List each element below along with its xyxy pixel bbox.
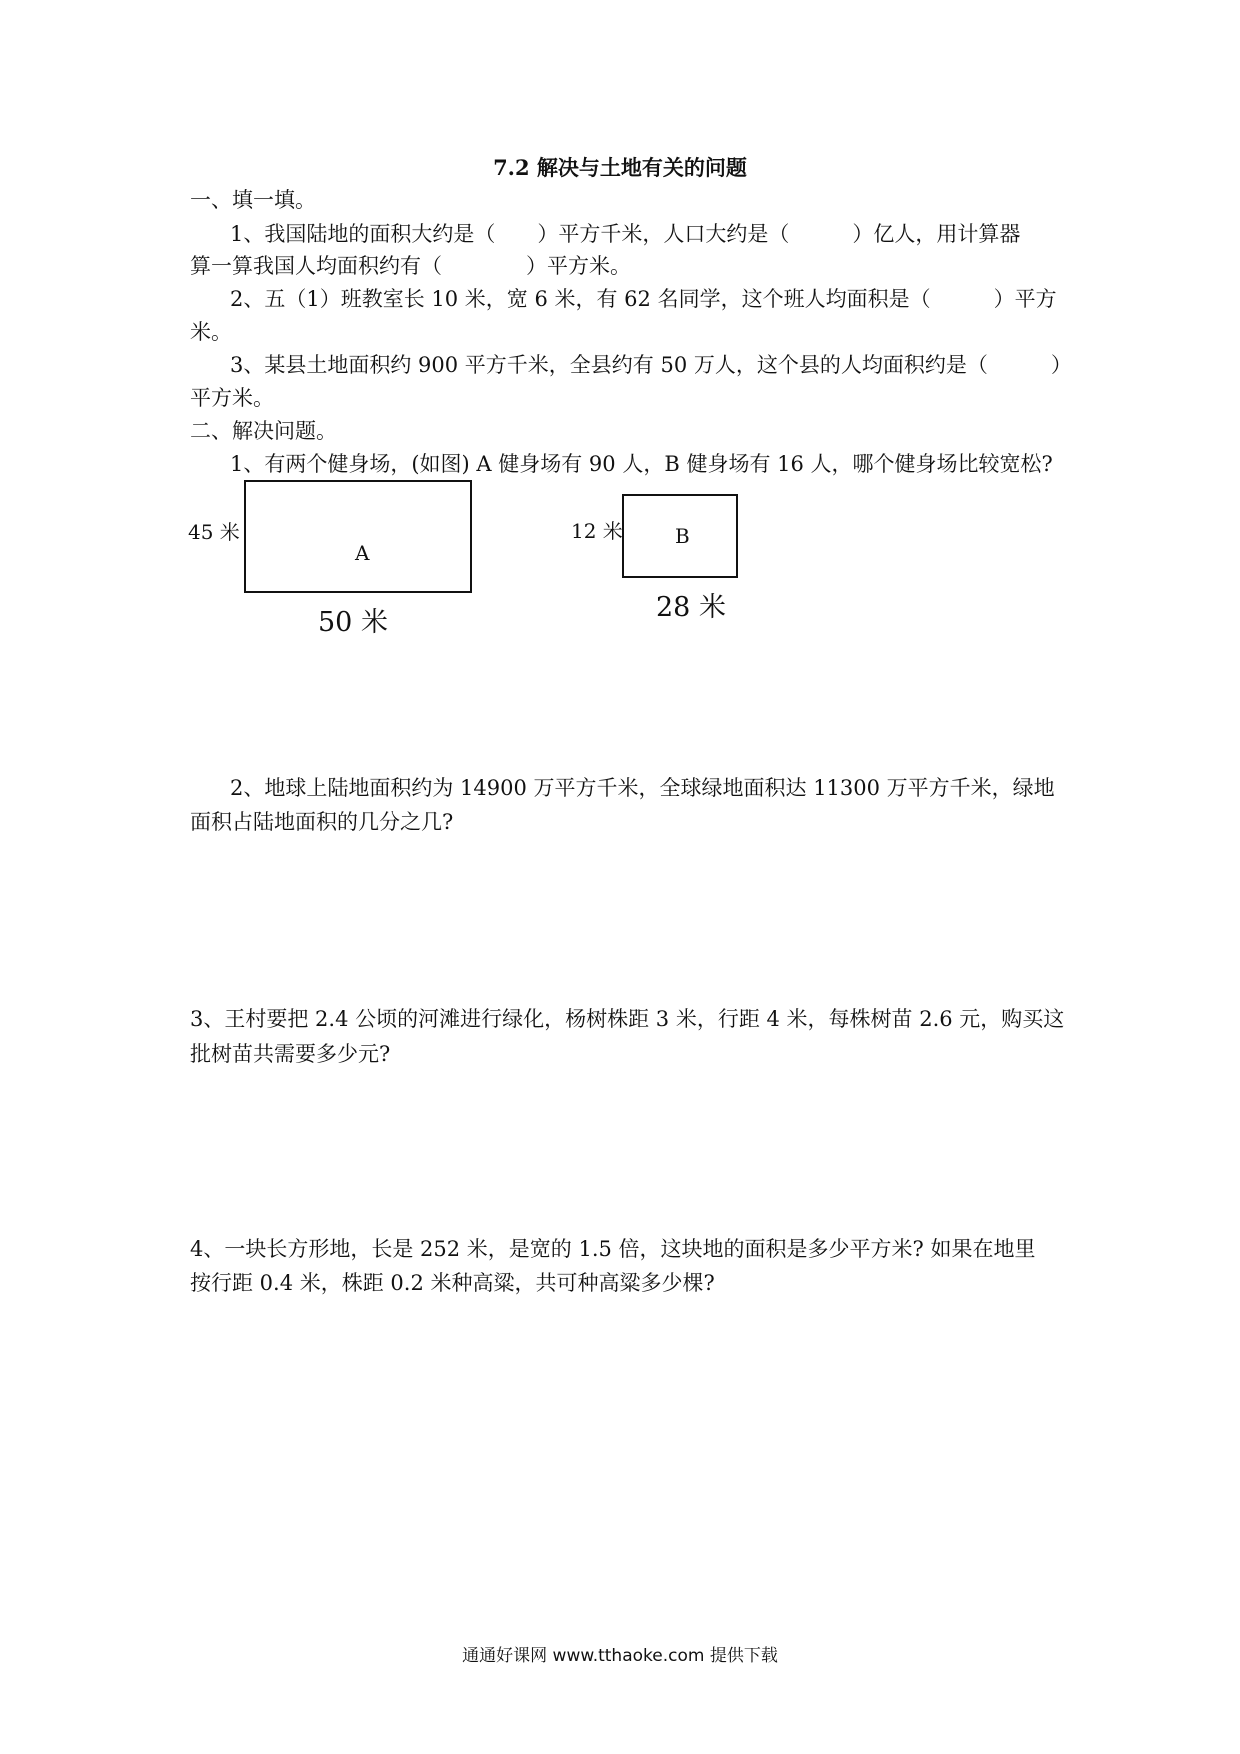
question-2-4-line-2: 按行距 0.4 米，株距 0.2 米种高粱，共可种高粱多少棵? [190,1271,715,1295]
gym-a-rectangle [244,480,472,593]
question-1-2-line-1: 2、五（1）班教室长 10 米，宽 6 米，有 62 名同学，这个班人均面积是（ ）平方 [230,287,1057,311]
question-2-3-line-1: 3、王村要把 2.4 公顷的河滩进行绿化，杨树株距 3 米，行距 4 米，每株树苗 2.6 元，购买这 [190,1007,1065,1031]
gym-a-height-label: 45 米 [188,520,240,544]
question-1-3-line-2: 平方米。 [190,386,274,410]
page-title: 7.2 解决与土地有关的问题 [493,155,747,180]
gym-a-width-label: 50 米 [318,607,388,638]
question-2-3-line-2: 批树苗共需要多少元? [190,1042,391,1066]
question-1-3-line-1: 3、某县土地面积约 900 平方千米，全县约有 50 万人，这个县的人均面积约是（ ） [230,353,1072,377]
footer-source: 通通好课网 www.tthaoke.com 提供下载 [462,1646,778,1666]
question-2-2-line-2: 面积占陆地面积的几分之几? [190,810,454,834]
question-2-1: 1、有两个健身场，(如图) A 健身场有 90 人，B 健身场有 16 人，哪个健身场比较宽松? [230,452,1053,476]
gym-b-height-label: 12 米 [571,519,623,543]
gym-b-label: B [675,524,690,548]
question-1-2-line-2: 米。 [190,320,232,344]
question-1-1-line-2: 算一算我国人均面积约有（ ）平方米。 [190,254,631,278]
gym-b-width-label: 28 米 [656,592,726,623]
section-heading-solve-problems: 二、解决问题。 [190,419,337,443]
section-heading-fill-in: 一、填一填。 [190,188,316,212]
question-2-4-line-1: 4、一块长方形地，长是 252 米，是宽的 1.5 倍，这块地的面积是多少平方米? 如果在地里 [190,1237,1036,1261]
gym-a-label: A [355,541,370,565]
question-1-1-line-1: 1、我国陆地的面积大约是（ ）平方千米，人口大约是（ ）亿人，用计算器 [230,222,1021,246]
question-2-2-line-1: 2、地球上陆地面积约为 14900 万平方千米，全球绿地面积达 11300 万平方千米，绿地 [230,776,1055,800]
